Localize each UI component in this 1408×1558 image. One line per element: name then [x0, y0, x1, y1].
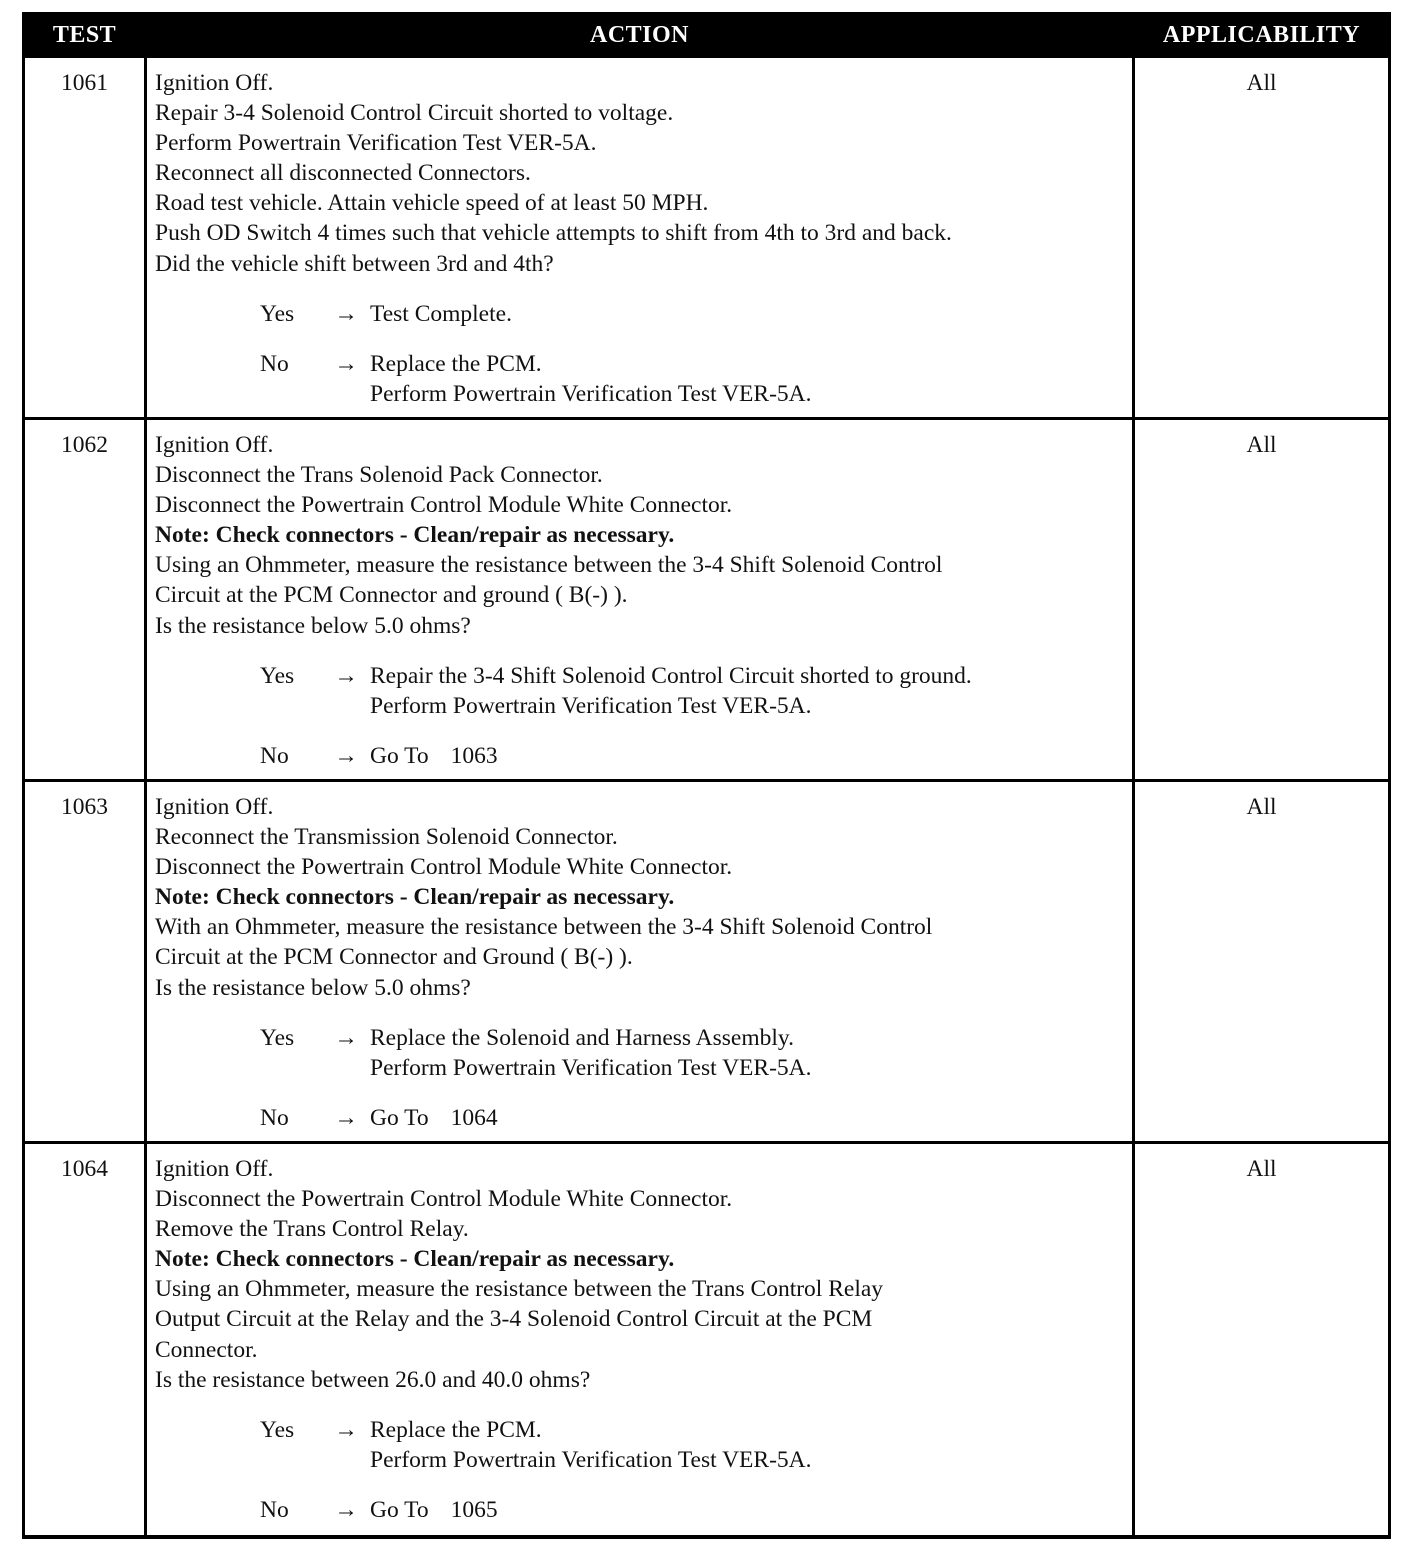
- action-line: Connector.: [155, 1336, 258, 1363]
- action-line: Disconnect the Powertrain Control Module White Connector.: [155, 492, 733, 519]
- no-label: No: [260, 350, 289, 377]
- applicability-value: All: [1134, 781, 1390, 1143]
- yes-label: Yes: [260, 300, 295, 327]
- action-line: Disconnect the Powertrain Control Module White Connector.: [155, 854, 733, 881]
- action-line: Circuit at the PCM Connector and Ground ( B(-) ).: [155, 944, 633, 971]
- yes-label: Yes: [260, 662, 295, 689]
- header-row: [24, 14, 1390, 57]
- applicability-value: All: [1134, 1143, 1390, 1537]
- note-line: Note: Check connectors - Clean/repair as necessary.: [155, 522, 675, 549]
- yes-result: [370, 1023, 1124, 1083]
- action-line: Is the resistance between 26.0 and 40.0 ohms?: [155, 1366, 591, 1393]
- no-outcome: [155, 1103, 1124, 1133]
- action-line: Circuit at the PCM Connector and ground ( B(-) ).: [155, 582, 628, 609]
- action-line: Perform Powertrain Verification Test VER-5A.: [155, 130, 597, 157]
- action-line: Remove the Trans Control Relay.: [155, 1216, 469, 1243]
- action-line: Output Circuit at the Relay and the 3-4 Solenoid Control Circuit at the PCM: [155, 1306, 873, 1333]
- result-line: Test Complete.: [370, 300, 512, 327]
- test-number: 1064: [24, 1143, 146, 1537]
- test-row: [24, 419, 1390, 781]
- no-outcome: [155, 349, 1124, 409]
- action-line: Disconnect the Trans Solenoid Pack Connector.: [155, 462, 603, 489]
- result-line: Replace the PCM.: [370, 350, 542, 377]
- test-row: [24, 57, 1390, 419]
- yes-label: Yes: [260, 1416, 295, 1443]
- applicability-value: All: [1134, 419, 1390, 781]
- test-number: 1062: [24, 419, 146, 781]
- no-label: No: [260, 1104, 289, 1131]
- action-line: Road test vehicle. Attain vehicle speed of at least 50 MPH.: [155, 190, 709, 217]
- result-line: Perform Powertrain Verification Test VER-5A.: [370, 1446, 812, 1473]
- goto-test-number: 1063: [450, 742, 498, 769]
- goto-text: Go To: [370, 1496, 429, 1523]
- action-line: Ignition Off.: [155, 794, 274, 820]
- action-line: Ignition Off.: [155, 1156, 274, 1182]
- action-line: Push OD Switch 4 times such that vehicle attempts to shift from 4th to 3rd and back.: [155, 220, 952, 247]
- action-line: Reconnect the Transmission Solenoid Connector.: [155, 824, 618, 851]
- result-line: Perform Powertrain Verification Test VER-5A.: [370, 1054, 812, 1081]
- goto-test-number: 1064: [450, 1104, 498, 1131]
- no-result: [370, 1495, 1124, 1525]
- action-line: Ignition Off.: [155, 70, 274, 96]
- test-number: 1063: [24, 781, 146, 1143]
- no-result: [370, 349, 1124, 409]
- result-line: Repair the 3-4 Shift Solenoid Control Circuit shorted to ground.: [370, 662, 972, 689]
- no-result: [370, 1103, 1124, 1133]
- action-line: Using an Ohmmeter, measure the resistance between the 3-4 Shift Solenoid Control: [155, 552, 943, 579]
- arrow-icon: →: [334, 1104, 358, 1131]
- test-row: [24, 781, 1390, 1143]
- result-line: Replace the PCM.: [370, 1416, 542, 1443]
- action-line: Reconnect all disconnected Connectors.: [155, 160, 531, 187]
- result-line: Perform Powertrain Verification Test VER-5A.: [370, 380, 812, 407]
- action-line: Ignition Off.: [155, 432, 274, 458]
- yes-outcome: [155, 299, 1124, 329]
- result-line: Replace the Solenoid and Harness Assembly.: [370, 1024, 794, 1051]
- applicability-value: All: [1134, 57, 1390, 419]
- no-result: [370, 741, 1124, 771]
- arrow-icon: →: [334, 300, 358, 327]
- test-number: 1061: [24, 57, 146, 419]
- yes-result: [370, 299, 1124, 329]
- yes-result: [370, 661, 1124, 721]
- diagnostic-test-table: [22, 12, 1388, 1539]
- arrow-icon: →: [334, 1496, 358, 1523]
- action-line: With an Ohmmeter, measure the resistance between the 3-4 Shift Solenoid Control: [155, 914, 933, 941]
- arrow-icon: →: [334, 350, 358, 377]
- note-line: Note: Check connectors - Clean/repair as necessary.: [155, 1246, 675, 1273]
- yes-outcome: [155, 1023, 1124, 1083]
- header-test: TEST: [24, 14, 146, 57]
- header-action: ACTION: [146, 14, 1134, 57]
- result-line: Perform Powertrain Verification Test VER-5A.: [370, 692, 812, 719]
- yes-result: [370, 1415, 1124, 1475]
- test-table: [22, 12, 1391, 1539]
- no-label: No: [260, 1496, 289, 1523]
- test-row: [24, 1143, 1390, 1537]
- action-cell: [146, 57, 1134, 419]
- action-line: Is the resistance below 5.0 ohms?: [155, 612, 471, 639]
- yes-outcome: [155, 661, 1124, 721]
- action-line: Repair 3-4 Solenoid Control Circuit shorted to voltage.: [155, 100, 674, 127]
- action-cell: [146, 781, 1134, 1143]
- yes-outcome: [155, 1415, 1124, 1475]
- yes-label: Yes: [260, 1024, 295, 1051]
- arrow-icon: →: [334, 742, 358, 769]
- action-line: Using an Ohmmeter, measure the resistance between the Trans Control Relay: [155, 1276, 884, 1303]
- action-line: Disconnect the Powertrain Control Module White Connector.: [155, 1186, 733, 1213]
- goto-test-number: 1065: [450, 1496, 498, 1523]
- arrow-icon: →: [334, 1416, 358, 1443]
- goto-text: Go To: [370, 1104, 429, 1131]
- action-cell: [146, 1143, 1134, 1537]
- no-label: No: [260, 742, 289, 769]
- no-outcome: [155, 741, 1124, 771]
- no-outcome: [155, 1495, 1124, 1525]
- action-cell: [146, 419, 1134, 781]
- goto-text: Go To: [370, 742, 429, 769]
- note-line: Note: Check connectors - Clean/repair as necessary.: [155, 884, 675, 911]
- arrow-icon: →: [334, 1024, 358, 1051]
- action-line: Did the vehicle shift between 3rd and 4th?: [155, 250, 554, 277]
- arrow-icon: →: [334, 662, 358, 689]
- action-line: Is the resistance below 5.0 ohms?: [155, 974, 471, 1001]
- header-applicability: APPLICABILITY: [1134, 14, 1390, 57]
